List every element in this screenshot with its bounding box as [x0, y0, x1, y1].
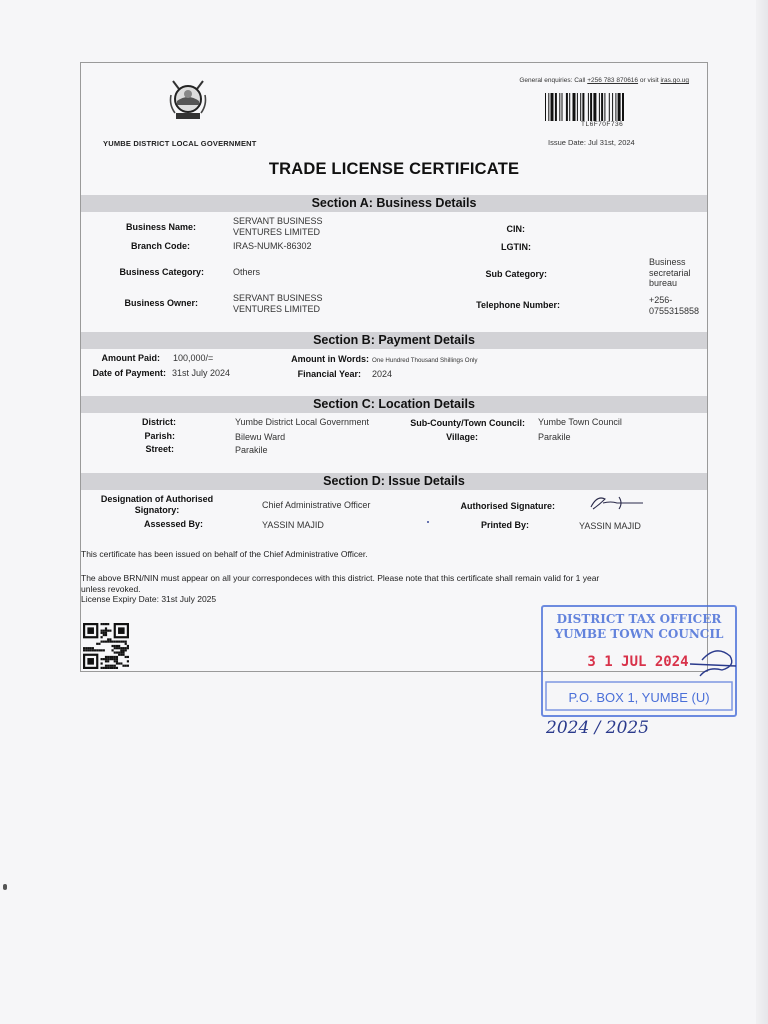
section-b-heading: Section B: Payment Details — [81, 332, 707, 349]
general-enquiries: General enquiries: Call +256 783 870616 or visit iras.go.ug — [519, 77, 689, 84]
sub-category-label: Sub Category: — [485, 269, 547, 279]
issue-date: Issue Date: Jul 31st, 2024 — [548, 138, 635, 147]
amount-words-label: Amount in Words: — [291, 354, 369, 364]
handwritten-years: 2024 / 2025 — [546, 718, 650, 738]
section-c-heading: Section C: Location Details — [81, 396, 707, 413]
cin-label: CIN: — [506, 224, 525, 234]
amount-paid-value: 100,000/= — [173, 353, 214, 363]
financial-year-label: Financial Year: — [297, 369, 361, 379]
village-label: Village: — [446, 432, 478, 442]
business-name-label: Business Name: — [125, 222, 196, 232]
stamp-date: 3 1 JUL 2024 — [587, 654, 689, 670]
assessed-by-label: Assessed By: — [143, 519, 203, 529]
trade-license-certificate — [80, 62, 708, 672]
parish-value: Bilewu Ward — [235, 432, 286, 442]
authorised-signature-label: Authorised Signature: — [460, 501, 555, 511]
assessed-by-value: YASSIN MAJID — [262, 520, 324, 530]
parish-label: Parish: — [144, 431, 175, 441]
qr-code-icon — [83, 623, 129, 669]
footer-validity-note: The above BRN/NIN must appear on all your correspondeces with this district. Please note that this certificate shall remain valid for 1 year unless revoked. License Expiry Date: 31st July 2025 — [81, 573, 600, 604]
business-name-value: SERVANT BUSINESS VENTURES LIMITED — [233, 216, 323, 237]
district-value: Yumbe District Local Government — [235, 417, 370, 427]
stamp-address: P.O. BOX 1, YUMBE (U) — [568, 690, 710, 705]
stamp-title-line1: DISTRICT TAX OFFICER — [556, 612, 722, 626]
telephone-value: +256- 0755315858 — [649, 295, 700, 316]
enquiries-phone[interactable]: +256 783 870616 — [587, 77, 639, 84]
footer-issued-note: This certificate has been issued on behalf of the Chief Administrative Officer. — [81, 549, 368, 559]
official-stamp — [540, 604, 738, 718]
amount-words-value: One Hundred Thousand Shillings Only — [372, 357, 478, 364]
village-value: Parakile — [538, 432, 571, 442]
business-owner-label: Business Owner: — [124, 298, 198, 308]
printed-by-label: Printed By: — [480, 520, 529, 530]
branch-code-label: Branch Code: — [130, 241, 190, 251]
street-value: Parakile — [235, 445, 268, 455]
street-label: Street: — [145, 444, 174, 454]
enquiries-website[interactable]: iras.go.ug — [660, 77, 689, 84]
payment-date-label: Date of Payment: — [92, 368, 166, 378]
financial-year-value: 2024 — [372, 369, 393, 379]
designation-label: Designation of Authorised Signatory: — [100, 494, 214, 515]
payment-date-value: 31st July 2024 — [172, 368, 231, 378]
section-d-heading: Section D: Issue Details — [81, 473, 707, 490]
designation-value: Chief Administrative Officer — [262, 500, 371, 510]
stamp-title-line2: YUMBE TOWN COUNCIL — [554, 627, 724, 641]
signature-icon — [589, 491, 651, 513]
page-title: TRADE LICENSE CERTIFICATE — [268, 160, 520, 178]
department-name: YUMBE DISTRICT LOCAL GOVERNMENT — [103, 139, 257, 148]
branch-code-value: IRAS-NUMK-86302 — [233, 241, 312, 251]
business-category-value: Others — [233, 267, 261, 277]
printed-by-value: YASSIN MAJID — [579, 521, 641, 531]
subcounty-label: Sub-County/Town Council: — [410, 418, 525, 428]
telephone-label: Telephone Number: — [476, 300, 560, 310]
scan-edge-shadow — [756, 0, 768, 1024]
barcode-number: TL6F70F736 — [581, 121, 624, 128]
barcode-icon — [545, 93, 687, 121]
sub-category-value: Business secretarial bureau — [649, 257, 691, 288]
lgtin-label: LGTIN: — [501, 242, 531, 252]
subcounty-value: Yumbe Town Council — [538, 417, 622, 427]
scan-mark — [3, 884, 7, 890]
business-category-label: Business Category: — [119, 267, 204, 277]
business-owner-value: SERVANT BUSINESS VENTURES LIMITED — [233, 293, 323, 314]
section-a-heading: Section A: Business Details — [81, 195, 707, 212]
district-label: District: — [141, 417, 176, 427]
crest-icon — [167, 75, 209, 125]
amount-paid-label: Amount Paid: — [101, 353, 160, 363]
